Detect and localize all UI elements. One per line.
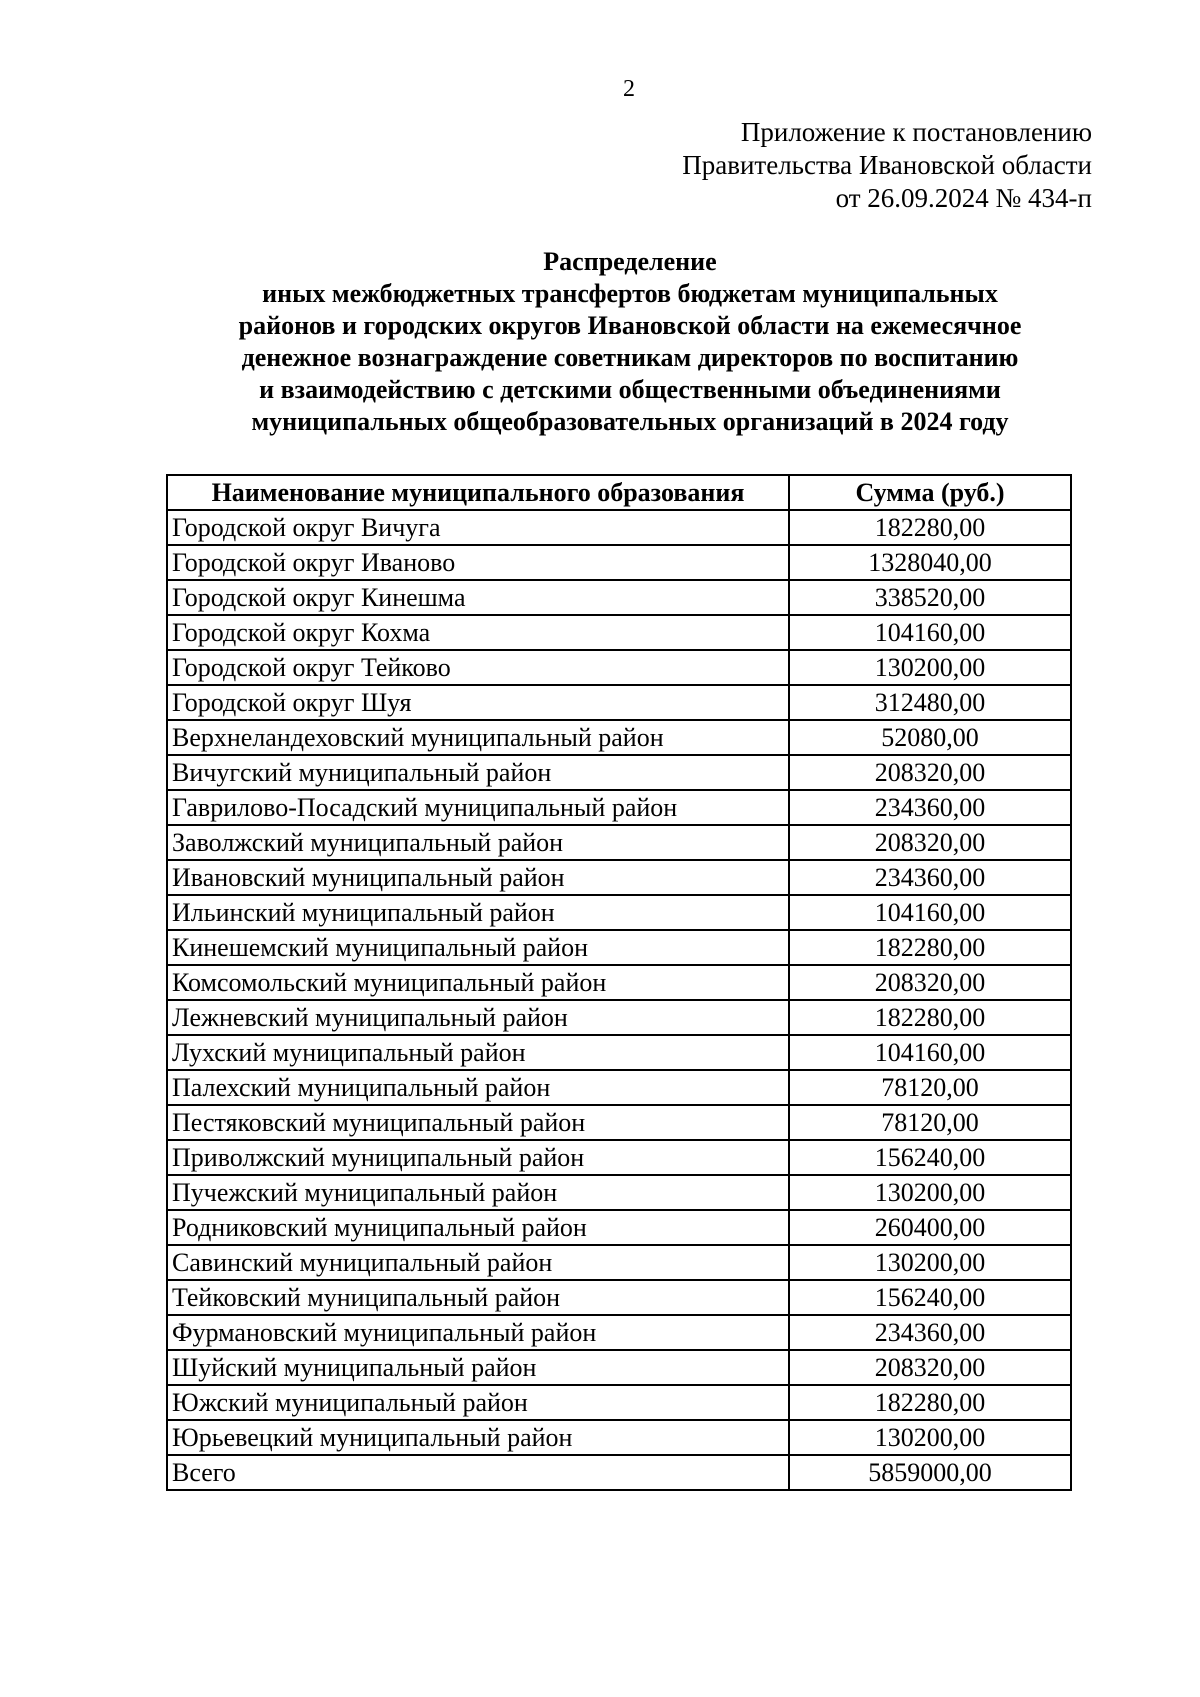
cell-sum: 234360,00 [789, 1315, 1071, 1350]
cell-name: Городской округ Кохма [167, 615, 789, 650]
page-number: 2 [623, 76, 635, 102]
table-row [167, 1420, 1071, 1455]
cell-name: Фурмановский муниципальный район [167, 1315, 789, 1350]
cell-sum: 52080,00 [789, 720, 1071, 755]
cell-name: Приволжский муниципальный район [167, 1140, 789, 1175]
cell-name: Ильинский муниципальный район [167, 895, 789, 930]
table-row [167, 860, 1071, 895]
cell-name: Городской округ Вичуга [167, 510, 789, 545]
cell-name: Городской округ Иваново [167, 545, 789, 580]
cell-sum: 208320,00 [789, 1350, 1071, 1385]
cell-name: Юрьевецкий муниципальный район [167, 1420, 789, 1455]
cell-name: Ивановский муниципальный район [167, 860, 789, 895]
table-row [167, 1315, 1071, 1350]
distribution-table [166, 474, 1072, 1491]
document-title [150, 246, 1110, 438]
cell-sum: 208320,00 [789, 755, 1071, 790]
cell-name: Родниковский муниципальный район [167, 1210, 789, 1245]
table-total-row [167, 1455, 1071, 1490]
cell-name: Кинешемский муниципальный район [167, 930, 789, 965]
table-row [167, 615, 1071, 650]
cell-sum: 130200,00 [789, 1245, 1071, 1280]
cell-name: Комсомольский муниципальный район [167, 965, 789, 1000]
table-row [167, 755, 1071, 790]
cell-sum: 130200,00 [789, 650, 1071, 685]
cell-sum: 130200,00 [789, 1420, 1071, 1455]
cell-name: Городской округ Кинешма [167, 580, 789, 615]
cell-sum: 234360,00 [789, 790, 1071, 825]
table-row [167, 930, 1071, 965]
header-name: Наименование муниципального образования [167, 475, 789, 510]
cell-sum: 234360,00 [789, 860, 1071, 895]
table-row [167, 1140, 1071, 1175]
table-row [167, 1385, 1071, 1420]
cell-sum: 156240,00 [789, 1280, 1071, 1315]
table-row [167, 895, 1071, 930]
cell-sum: 156240,00 [789, 1140, 1071, 1175]
header-sum: Сумма (руб.) [789, 475, 1071, 510]
cell-name: Савинский муниципальный район [167, 1245, 789, 1280]
cell-name: Верхнеландеховский муниципальный район [167, 720, 789, 755]
table-row [167, 1035, 1071, 1070]
cell-sum: 338520,00 [789, 580, 1071, 615]
cell-sum: 208320,00 [789, 825, 1071, 860]
cell-sum: 182280,00 [789, 930, 1071, 965]
table-row [167, 510, 1071, 545]
appendix-line-3: от 26.09.2024 № 434-п [835, 183, 1092, 213]
table-row [167, 1245, 1071, 1280]
table-row [167, 790, 1071, 825]
title-line-2: иных межбюджетных трансфертов бюджетам муниципальных [262, 279, 998, 308]
table-row [167, 1070, 1071, 1105]
cell-name: Пучежский муниципальный район [167, 1175, 789, 1210]
cell-sum: 5859000,00 [789, 1455, 1071, 1490]
cell-name: Всего [167, 1455, 789, 1490]
cell-sum: 312480,00 [789, 685, 1071, 720]
appendix-line-1: Приложение к постановлению [740, 117, 1092, 147]
cell-sum: 104160,00 [789, 615, 1071, 650]
cell-name: Пестяковский муниципальный район [167, 1105, 789, 1140]
cell-name: Вичугский муниципальный район [167, 755, 789, 790]
appendix-line-2: Правительства Ивановской области [682, 150, 1092, 180]
title-line-3: районов и городских округов Ивановской области на ежемесячное [238, 311, 1022, 340]
cell-sum: 78120,00 [789, 1070, 1071, 1105]
table-row [167, 545, 1071, 580]
cell-sum: 208320,00 [789, 965, 1071, 1000]
cell-sum: 130200,00 [789, 1175, 1071, 1210]
table-row [167, 1280, 1071, 1315]
table-row [167, 1105, 1071, 1140]
table-row [167, 825, 1071, 860]
table-row [167, 685, 1071, 720]
cell-sum: 182280,00 [789, 1385, 1071, 1420]
cell-sum: 182280,00 [789, 1000, 1071, 1035]
cell-sum: 182280,00 [789, 510, 1071, 545]
title-line-6: муниципальных общеобразовательных организаций в 2024 году [251, 407, 1009, 436]
cell-name: Городской округ Тейково [167, 650, 789, 685]
cell-name: Южский муниципальный район [167, 1385, 789, 1420]
cell-sum: 104160,00 [789, 895, 1071, 930]
cell-sum: 260400,00 [789, 1210, 1071, 1245]
table-row [167, 1350, 1071, 1385]
table-row [167, 1000, 1071, 1035]
table-row [167, 650, 1071, 685]
title-line-4: денежное вознаграждение советникам директоров по воспитанию [241, 343, 1019, 372]
cell-sum: 78120,00 [789, 1105, 1071, 1140]
cell-sum: 1328040,00 [789, 545, 1071, 580]
cell-name: Тейковский муниципальный район [167, 1280, 789, 1315]
table-body [167, 510, 1071, 1490]
table-row [167, 1175, 1071, 1210]
cell-name: Заволжский муниципальный район [167, 825, 789, 860]
table-row [167, 720, 1071, 755]
appendix-header [682, 116, 1092, 215]
cell-sum: 104160,00 [789, 1035, 1071, 1070]
cell-name: Палехский муниципальный район [167, 1070, 789, 1105]
cell-name: Гаврилово-Посадский муниципальный район [167, 790, 789, 825]
table-row [167, 965, 1071, 1000]
cell-name: Лухский муниципальный район [167, 1035, 789, 1070]
title-line-1: Распределение [543, 247, 717, 276]
title-line-5: и взаимодействию с детскими общественными объединениями [259, 375, 1001, 404]
table-row [167, 1210, 1071, 1245]
cell-name: Лежневский муниципальный район [167, 1000, 789, 1035]
cell-name: Шуйский муниципальный район [167, 1350, 789, 1385]
cell-name: Городской округ Шуя [167, 685, 789, 720]
table-row [167, 580, 1071, 615]
table-header-row [167, 475, 1071, 510]
